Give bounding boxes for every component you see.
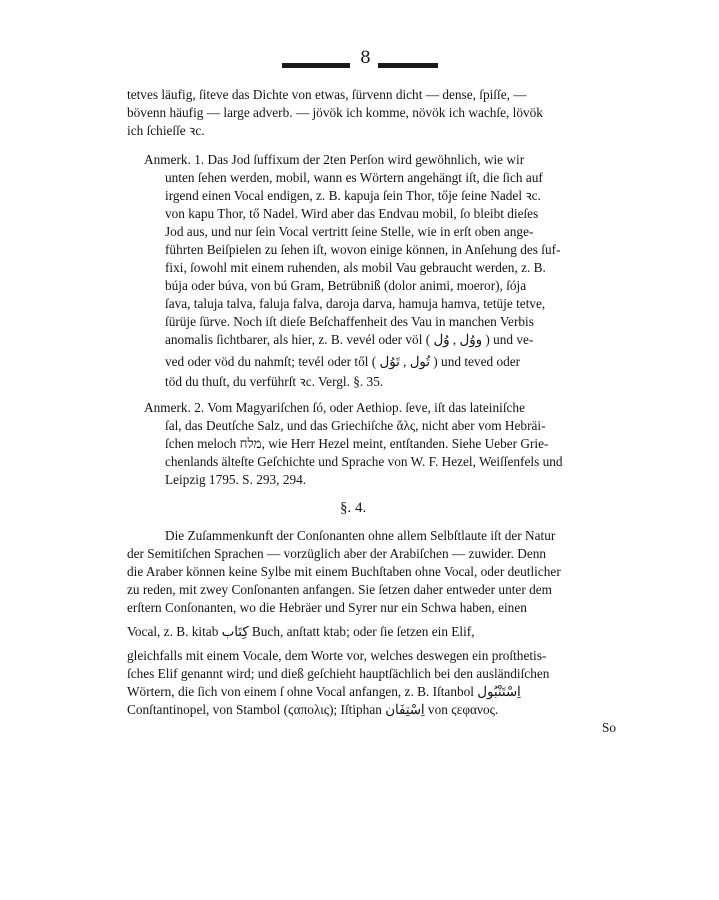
text-line: tetves läufig, ſiteve das Dichte von etwas, ſürvenn dicht — dense, ſpiſſe, — bbox=[127, 87, 527, 102]
text-line: chenlands älteſte Geſchichte und Sprache von W. F. Hezel, Weiſſenfels und bbox=[165, 454, 563, 469]
text-line: ſchen meloch מלח, wie Herr Hezel meint, entſtanden. Siehe Ueber Grie- bbox=[165, 436, 549, 451]
text-line: erſtern Conſonanten, wo die Hebräer und Syrer nur ein Schwa haben, einen bbox=[127, 600, 527, 615]
text-line: Anmerk. 1. Das Jod ſuffixum der 2ten Perſon wird gewöhnlich, wie wir bbox=[144, 152, 525, 167]
text-line: zu reden, mit zwey Conſonanten anfangen. Sie ſetzen daher entweder unter dem bbox=[127, 582, 552, 597]
page-number: 8 bbox=[360, 48, 371, 68]
text-line: Wörtern, die ſich von einem ſ ohne Vocal anfangen, z. B. Iſtanbol اِسْتَنْبُول bbox=[127, 684, 521, 699]
text-line: Jod aus, und nur ſein Vocal vertritt ſeine Stelle, wie in erſt oben ange- bbox=[165, 224, 534, 239]
text-line: ſches Elif genannt wird; und dieß geſchieht hauptſächlich bei den ausländiſchen bbox=[127, 666, 550, 681]
catchword: So bbox=[602, 720, 617, 735]
text-line: Leipzig 1795. S. 293, 294. bbox=[165, 472, 307, 487]
text-line: Anmerk. 2. Vom Magyariſchen ſó, oder Aethiop. ſeve, iſt das lateiniſche bbox=[144, 400, 525, 415]
text-line: irgend einen Vocal endigen, z. B. kapuja ſein Thor, tője ſeine Nadel ꝛc. bbox=[165, 188, 541, 203]
text-line: ſal, das Deutſche Salz, und das Griechiſche ἅλς, nicht aber vom Hebräi- bbox=[165, 418, 546, 433]
header-rule-right bbox=[378, 63, 438, 68]
text-line: der Semitiſchen Sprachen — vorzüglich aber der Arabiſchen — zuwider. Denn bbox=[127, 546, 547, 561]
text-line: töd du thuſt, du verführſt ꝛc. Vergl. §. 35. bbox=[165, 374, 384, 389]
text-line: die Araber können keine Sylbe mit einem Buchſtaben ohne Vocal, oder deutlicher bbox=[127, 564, 561, 579]
text-line: ſürüje ſürve. Noch iſt dieſe Beſchaffenheit des Vau in manchen Verbis bbox=[165, 314, 534, 329]
text-line: unten ſehen werden, mobil, wann es Wörtern angehängt iſt, die ſich auf bbox=[165, 170, 543, 185]
text-line: von kapu Thor, tő Nadel. Wird aber das Endvau mobil, ſo bleibt dieſes bbox=[165, 206, 539, 221]
text-line: bövenn häufig — large adverb. — jövök ich komme, növök ich wachſe, lövök bbox=[127, 105, 543, 120]
text-line: ich ſchieſſe ꝛc. bbox=[127, 123, 205, 138]
text-line: Die Zuſammenkunft der Conſonanten ohne allem Selbſtlaute iſt der Natur bbox=[165, 528, 556, 543]
text-line: anomalis ſichtbarer, als hier, z. B. vevél oder völ ( ووُل , وُل ) und ve- bbox=[165, 332, 534, 347]
text-line: Vocal, z. B. kitab كِتَاب Buch, anſtatt ktab; oder ſie ſetzen ein Elif, bbox=[127, 624, 475, 639]
text-line: búja oder búva, von bú Gram, Betrübniß (dolor animi, moeror), ſója bbox=[165, 278, 527, 293]
section-heading: §. 4. bbox=[340, 500, 367, 516]
text-line: gleichfalls mit einem Vocale, dem Worte vor, welches deswegen ein proſthetis- bbox=[127, 648, 547, 663]
header-rule-left bbox=[282, 63, 350, 68]
text-line: ved oder vöd du nahmſt; tevél oder től ( تُول , تَوُل ) und teved oder bbox=[165, 354, 521, 369]
text-line: führten Beiſpielen zu ſehen iſt, wovon einige können, in Anſehung des ſuf- bbox=[165, 242, 561, 257]
text-line: ſava, taluja talva, faluja falva, daroja darva, hamuja hamva, tetüje tetve, bbox=[165, 296, 546, 311]
text-line: Conſtantinopel, von Stambol (ϛαπολις); Iſtiphan اِسْتِفَان von ϛεφανος. bbox=[127, 702, 499, 717]
text-line: fixi, ſowohl mit einem ruhenden, als mobil Vau gebraucht werden, z. B. bbox=[165, 260, 546, 275]
